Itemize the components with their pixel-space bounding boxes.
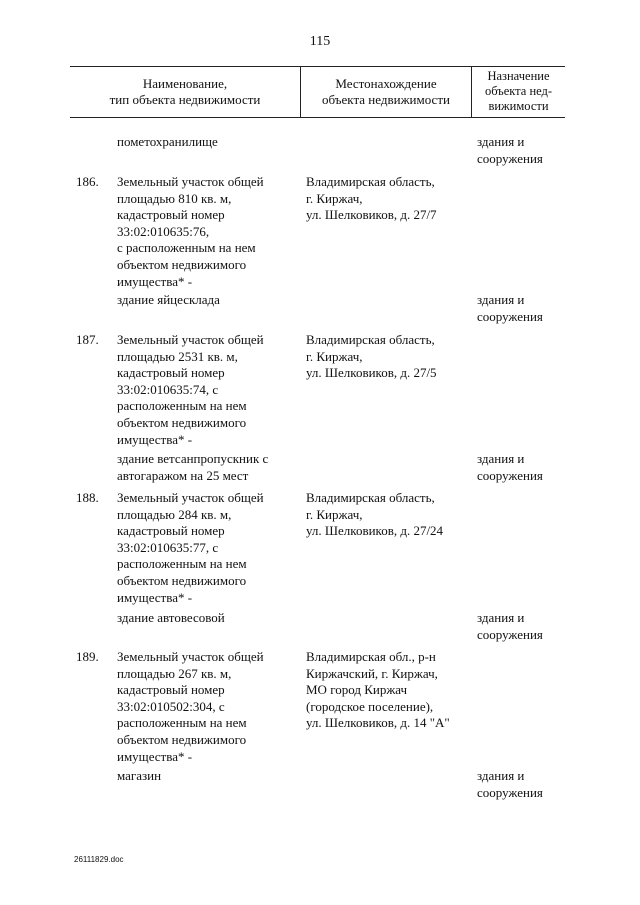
entry-number: 187.: [76, 332, 99, 347]
object-subtype: здание автовесовой: [117, 610, 225, 625]
entry-number: 186.: [76, 174, 99, 189]
object-purpose: здания и сооружения: [477, 768, 543, 800]
land-plot-description: Земельный участок общей площадью 267 кв. м, кадастровый номер 33:02:010502:304, с расположенным на нем объектом недвижимого имущества* -: [117, 649, 264, 764]
header-name-line: Наименование,: [142, 75, 228, 91]
header-location-line: объекта недвижимости: [322, 91, 450, 107]
object-location: Владимирская область, г. Киржач, ул. Шелковиков, д. 27/24: [306, 490, 444, 539]
land-plot-description: Земельный участок общей площадью 2531 кв. м, кадастровый номер 33:02:010635:74, с расположенным на нем объектом недвижимого имущества* -: [117, 332, 264, 447]
object-purpose: здания и сооружения: [477, 610, 543, 642]
object-subtype: пометохранилище: [117, 134, 218, 149]
object-purpose: здания и сооружения: [477, 451, 543, 483]
header-location-line: Местонахождение: [335, 75, 437, 91]
header-purpose-line: Назначение: [487, 69, 550, 83]
entry-number: 188.: [76, 490, 99, 505]
header-purpose-column: [472, 66, 565, 117]
document-filename: 26111829.doc: [74, 855, 124, 864]
header-location-column: [301, 66, 471, 117]
object-subtype: здание ветсанпропускник с автогаражом на 25 мест: [117, 451, 269, 483]
header-name-column: [70, 66, 300, 117]
table-header-bottom-rule: [70, 117, 565, 118]
header-purpose-line: вижимости: [488, 99, 549, 113]
land-plot-description: Земельный участок общей площадью 284 кв. м, кадастровый номер 33:02:010635:77, с расположенным на нем объектом недвижимого имущества* -: [117, 490, 264, 605]
object-location: Владимирская область, г. Киржач, ул. Шелковиков, д. 27/5: [306, 332, 437, 381]
object-subtype: здание яйцесклада: [117, 292, 220, 307]
header-name-line: тип объекта недвижимости: [109, 91, 261, 107]
entry-number: 189.: [76, 649, 99, 664]
object-subtype: магазин: [117, 768, 162, 783]
object-location: Владимирская обл., р-н Киржачский, г. Киржач, МО город Киржач (городское поселение), ул. Шелковиков, д. 14 "А": [306, 649, 450, 731]
land-plot-description: Земельный участок общей площадью 810 кв. м, кадастровый номер 33:02:010635:76, с расположенным на нем объектом недвижимого имущества* -: [117, 174, 264, 289]
page-number: 115: [309, 34, 331, 49]
object-location: Владимирская область, г. Киржач, ул. Шелковиков, д. 27/7: [306, 174, 437, 223]
header-purpose-line: объекта нед-: [484, 84, 553, 98]
object-purpose: здания и сооружения: [477, 292, 543, 324]
object-purpose: здания и сооружения: [477, 134, 543, 166]
